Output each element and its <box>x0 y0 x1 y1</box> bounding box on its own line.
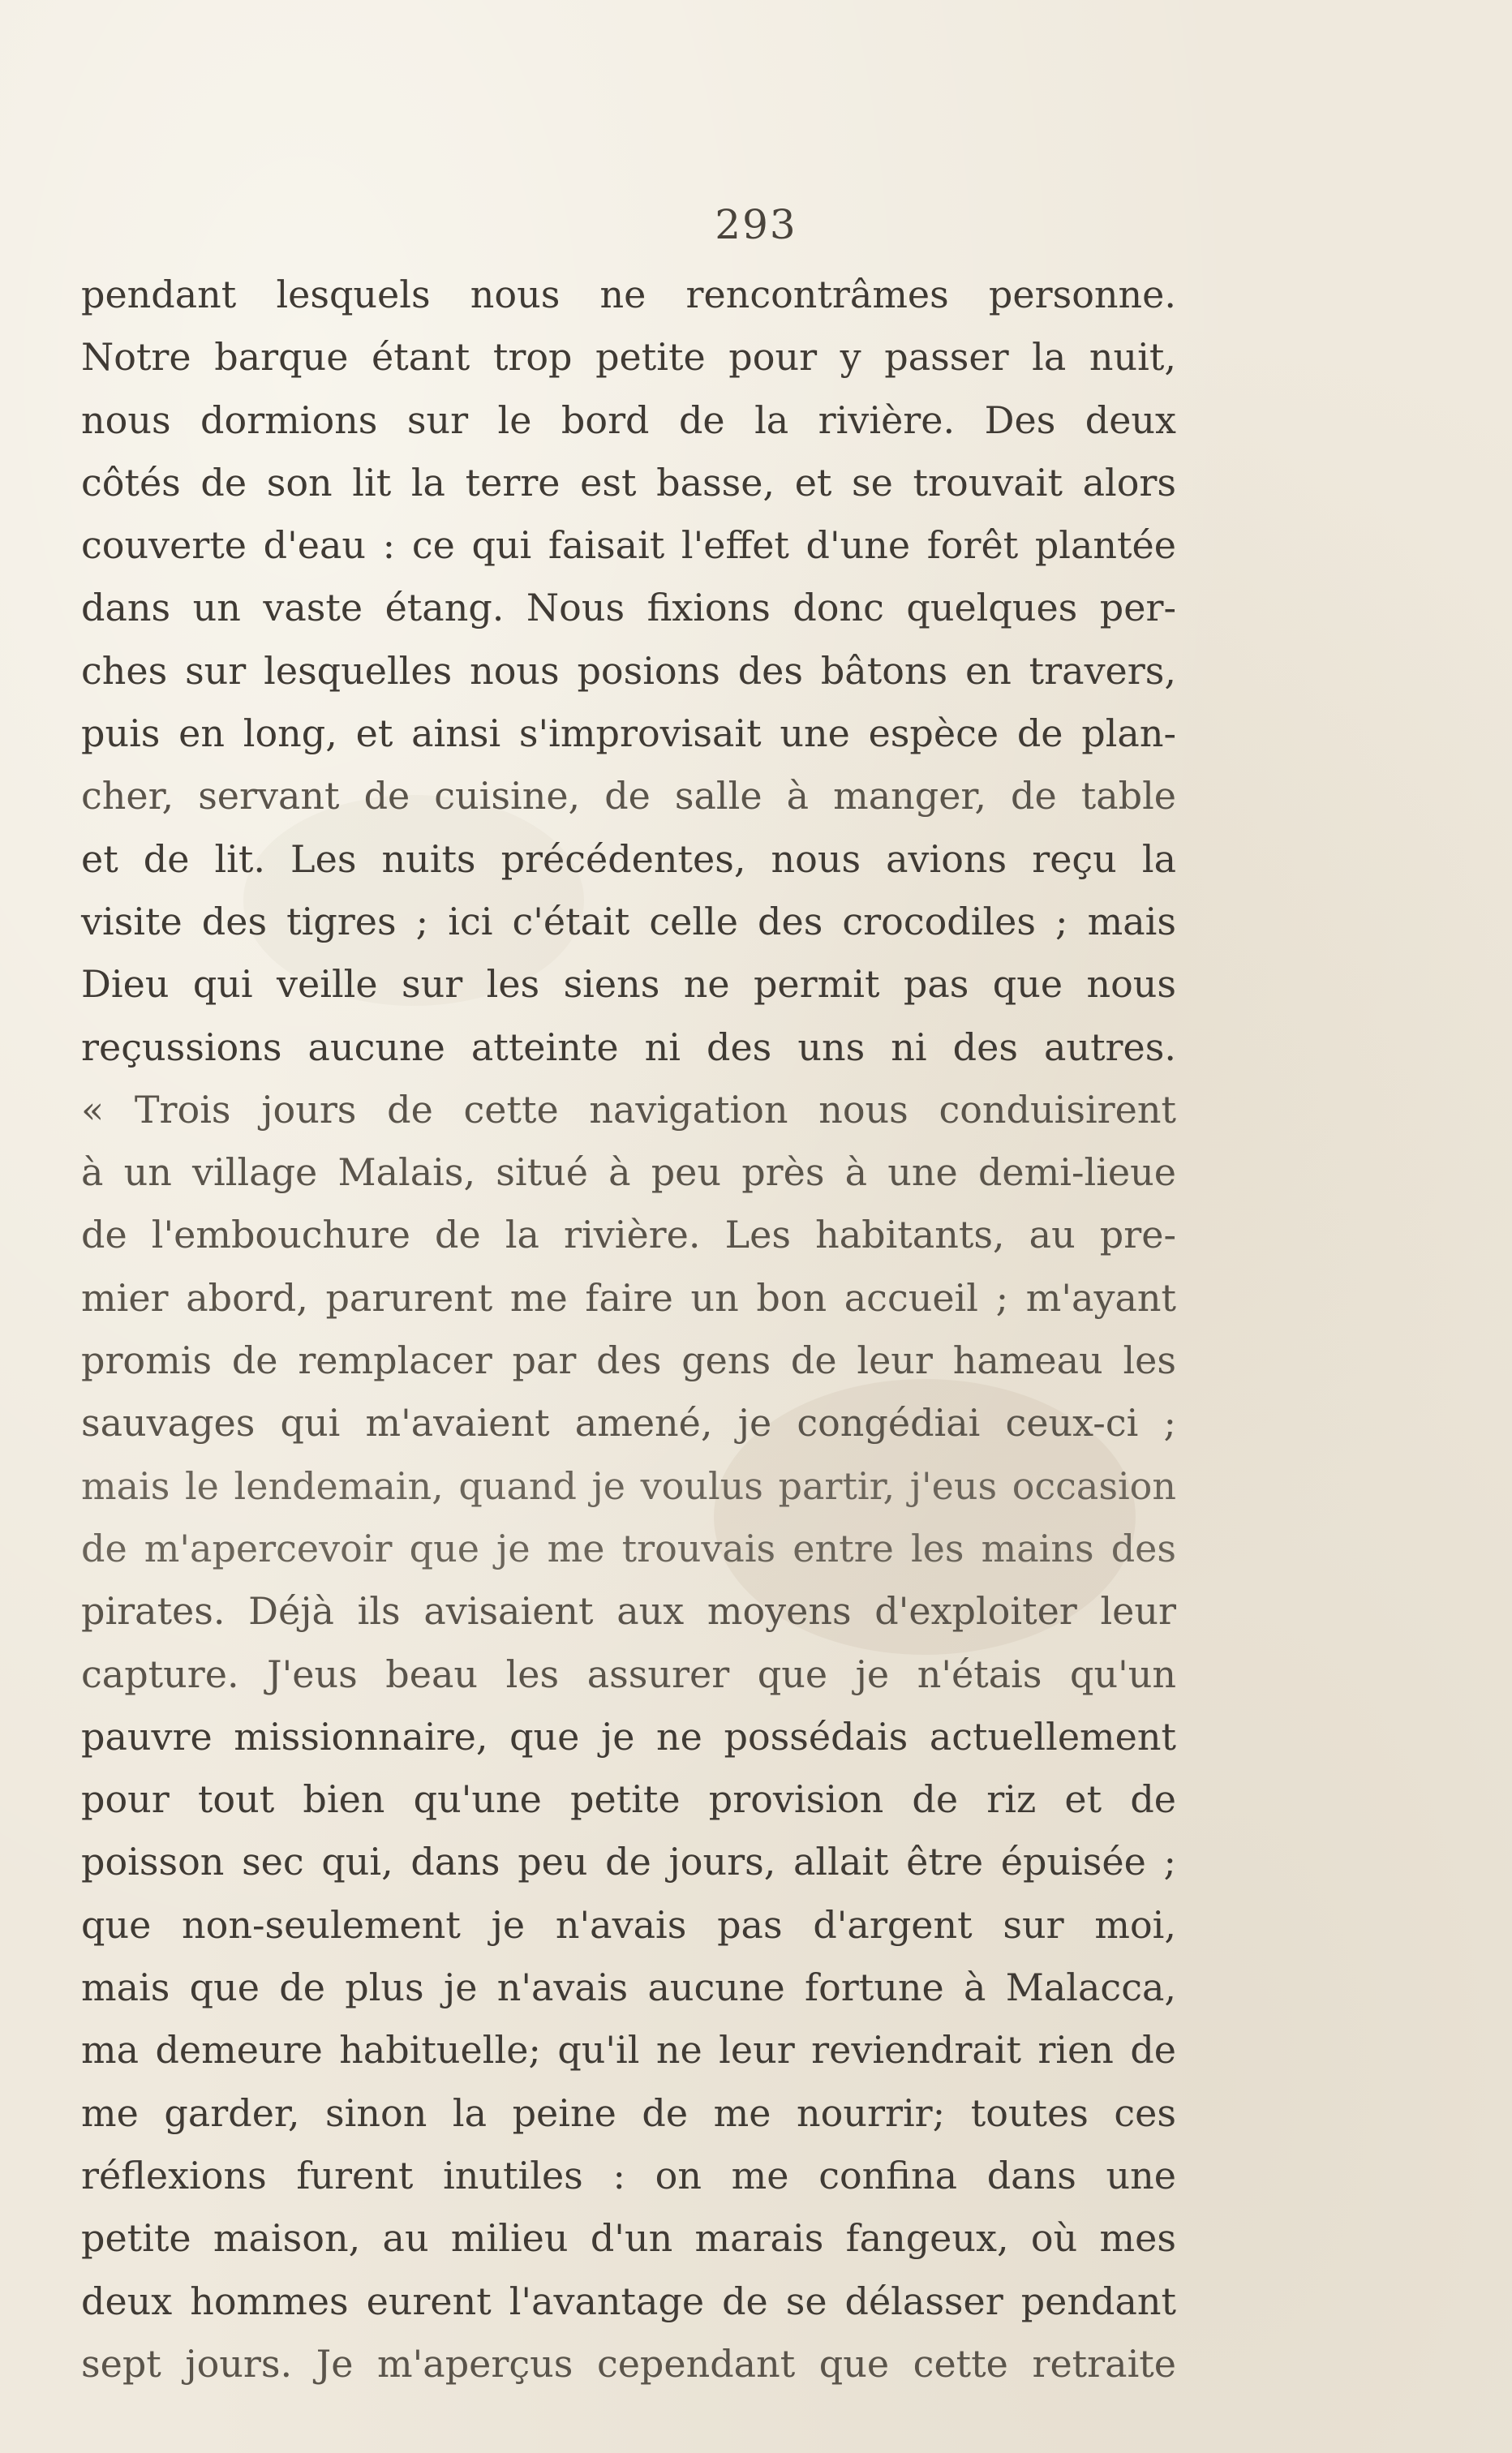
text-line: de l'embouchure de la rivière. Les habitants, au pre- <box>81 1213 1176 1257</box>
text-line: puis en long, et ainsi s'improvisait une espèce de plan- <box>81 711 1176 756</box>
text-line: poisson sec qui, dans peu de jours, allait être épuisée ; <box>81 1840 1176 1884</box>
text-line: cher, servant de cuisine, de salle à manger, de table <box>81 774 1176 818</box>
text-line: à un village Malais, situé à peu près à une demi-lieue <box>81 1150 1176 1195</box>
text-line: Dieu qui veille sur les siens ne permit pas que nous <box>81 962 1176 1007</box>
text-line: ches sur lesquelles nous posions des bâtons en travers, <box>81 648 1176 693</box>
text-line: réflexions furent inutiles : on me confina dans une <box>81 2153 1176 2197</box>
text-line: me garder, sinon la peine de me nourrir; toutes ces <box>81 2090 1176 2135</box>
text-line: reçussions aucune atteinte ni des uns ni des autres. <box>81 1025 1176 1069</box>
text-line: que non-seulement je n'avais pas d'argent sur moi, <box>81 1902 1176 1947</box>
text-line: et de lit. Les nuits précédentes, nous avions reçu la <box>81 836 1176 881</box>
text-line: promis de remplacer par des gens de leur hameau les <box>81 1338 1176 1383</box>
text-line: petite maison, au milieu d'un marais fangeux, où mes <box>81 2216 1176 2261</box>
text-line: ma demeure habituelle; qu'il ne leur reviendrait rien de <box>81 2028 1176 2073</box>
text-line: pirates. Déjà ils avisaient aux moyens d'exploiter leur <box>81 1589 1176 1634</box>
text-line: de m'apercevoir que je me trouvais entre les mains des <box>81 1526 1176 1570</box>
text-line: dans un vaste étang. Nous fixions donc quelques per- <box>81 586 1176 630</box>
body-text <box>81 264 1176 2395</box>
text-line: sept jours. Je m'aperçus cependant que cette retraite <box>81 2341 1176 2386</box>
text-line: pour tout bien qu'une petite provision de riz et de <box>81 1777 1176 1822</box>
text-line: pendant lesquels nous ne rencontrâmes personne. <box>81 273 1176 316</box>
text-line: sauvages qui m'avaient amené, je congédiai ceux-ci ; <box>81 1401 1176 1446</box>
text-line: « Trois jours de cette navigation nous conduisirent <box>81 1087 1176 1132</box>
text-line: couverte d'eau : ce qui faisait l'effet d'une forêt plantée <box>81 523 1176 568</box>
text-line: visite des tigres ; ici c'était celle des crocodiles ; mais <box>81 899 1176 943</box>
text-line: côtés de son lit la terre est basse, et se trouvait alors <box>81 460 1176 505</box>
text-line: mais que de plus je n'avais aucune fortune à Malacca, <box>81 1965 1176 2010</box>
text-line: capture. J'eus beau les assurer que je n'étais qu'un <box>81 1652 1176 1696</box>
text-line: Notre barque étant trop petite pour y passer la nuit, <box>81 335 1176 380</box>
text-line: mier abord, parurent me faire un bon accueil ; m'ayant <box>81 1275 1176 1320</box>
text-line: pauvre missionnaire, que je ne possédais actuellement <box>81 1714 1176 1759</box>
text-line: nous dormions sur le bord de la rivière. Des deux <box>81 397 1176 442</box>
text-line: deux hommes eurent l'avantage de se délasser pendant <box>81 2279 1176 2323</box>
page-number: 293 <box>715 201 797 248</box>
text-line: mais le lendemain, quand je voulus partir, j'eus occasion <box>81 1463 1176 1508</box>
